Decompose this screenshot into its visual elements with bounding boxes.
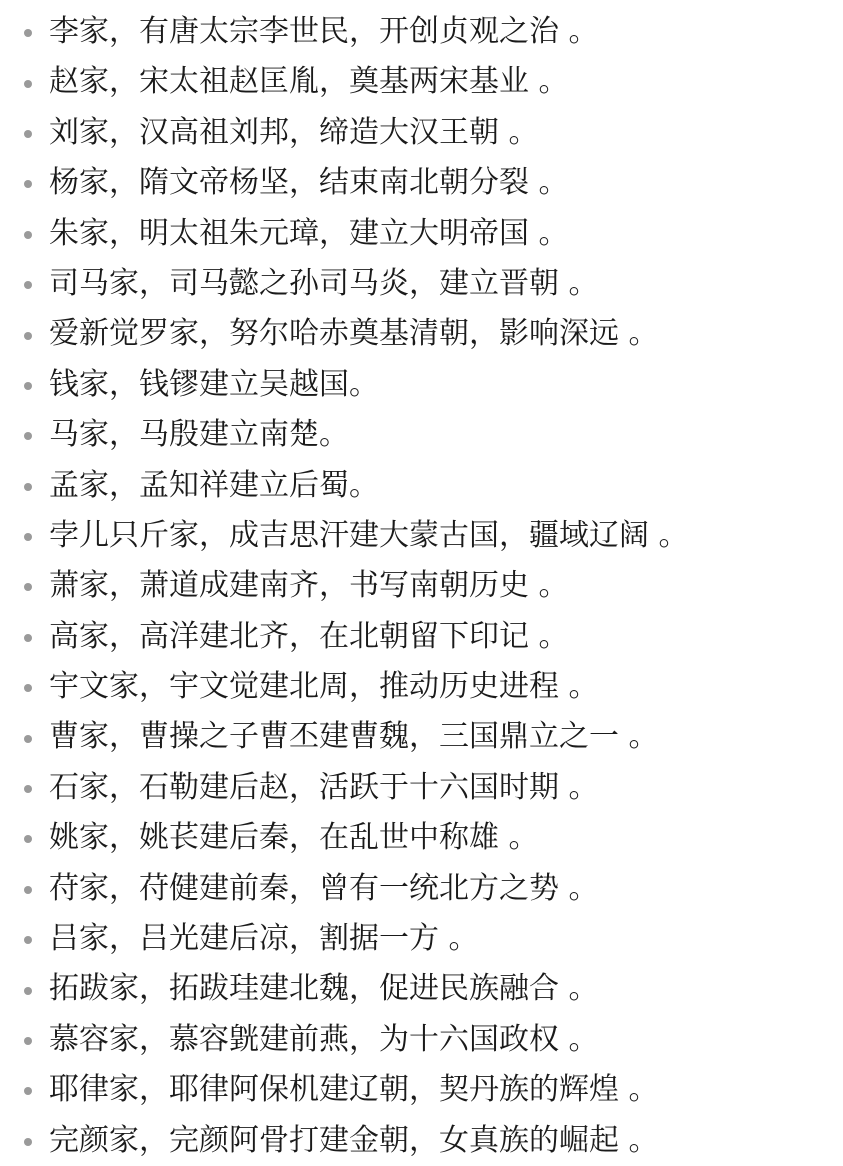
list-item (0, 410, 843, 460)
list-item-text: 高家，高洋建北齐，在北朝留下印记 。 (49, 618, 569, 654)
bullet-icon (24, 1037, 32, 1045)
list-item (0, 1116, 843, 1166)
bullet-icon (24, 886, 32, 894)
list-item (0, 209, 843, 259)
bullet-icon (24, 684, 32, 692)
list-item-text: 宇文家，宇文觉建北周，推动历史进程 。 (49, 669, 599, 705)
list-item (0, 813, 843, 863)
list-item-text: 朱家，明太祖朱元璋，建立大明帝国 。 (49, 215, 569, 251)
bullet-icon (24, 29, 32, 37)
list-item (0, 1015, 843, 1065)
dynasty-family-list (0, 7, 843, 1166)
bullet-icon (24, 533, 32, 541)
list-item (0, 1065, 843, 1115)
bullet-icon (24, 281, 32, 289)
list-item-text: 爱新觉罗家，努尔哈赤奠基清朝，影响深远 。 (49, 316, 659, 352)
bullet-icon (24, 936, 32, 944)
list-item (0, 763, 843, 813)
list-item-text: 慕容家，慕容皝建前燕，为十六国政权 。 (49, 1021, 599, 1057)
list-item-text: 钱家，钱镠建立吴越国。 (49, 366, 379, 402)
list-item (0, 360, 843, 410)
bullet-icon (24, 80, 32, 88)
list-item-text: 赵家，宋太祖赵匡胤，奠基两宋基业 。 (49, 64, 569, 100)
list-item (0, 662, 843, 712)
list-item (0, 612, 843, 662)
list-item (0, 309, 843, 359)
list-item-text: 刘家，汉高祖刘邦，缔造大汉王朝 。 (49, 114, 539, 150)
list-item (0, 259, 843, 309)
list-item-text: 萧家，萧道成建南齐，书写南朝历史 。 (49, 568, 569, 604)
list-item (0, 964, 843, 1014)
list-item (0, 158, 843, 208)
bullet-icon (24, 835, 32, 843)
list-item (0, 511, 843, 561)
list-item (0, 914, 843, 964)
list-item-text: 苻家，苻健建前秦，曾有一统北方之势 。 (49, 870, 599, 906)
bullet-icon (24, 583, 32, 591)
bullet-icon (24, 180, 32, 188)
bullet-icon (24, 483, 32, 491)
list-item (0, 461, 843, 511)
bullet-icon (24, 987, 32, 995)
list-item-text: 吕家，吕光建后凉，割据一方 。 (49, 921, 479, 957)
list-item (0, 57, 843, 107)
list-item-text: 完颜家，完颜阿骨打建金朝，女真族的崛起 。 (49, 1122, 659, 1158)
list-item-text: 孟家，孟知祥建立后蜀。 (49, 467, 379, 503)
bullet-icon (24, 432, 32, 440)
bullet-icon (24, 382, 32, 390)
bullet-icon (24, 634, 32, 642)
bullet-icon (24, 332, 32, 340)
list-item-text: 石家，石勒建后赵，活跃于十六国时期 。 (49, 769, 599, 805)
bullet-icon (24, 785, 32, 793)
bullet-icon (24, 130, 32, 138)
list-item-text: 拓跋家，拓跋珪建北魏，促进民族融合 。 (49, 971, 599, 1007)
list-item-text: 马家，马殷建立南楚。 (49, 417, 349, 453)
bullet-icon (24, 1138, 32, 1146)
list-item-text: 孛儿只斤家，成吉思汗建大蒙古国，疆域辽阔 。 (49, 517, 689, 553)
list-item-text: 司马家，司马懿之孙司马炎，建立晋朝 。 (49, 265, 599, 301)
bullet-icon (24, 735, 32, 743)
list-item-text: 李家，有唐太宗李世民，开创贞观之治 。 (49, 14, 599, 49)
list-item-text: 曹家，曹操之子曹丕建曹魏，三国鼎立之一 。 (49, 719, 659, 755)
bullet-icon (24, 231, 32, 239)
list-item (0, 864, 843, 914)
list-item (0, 561, 843, 611)
list-item (0, 108, 843, 158)
bullet-icon (24, 1087, 32, 1095)
list-item-text: 姚家，姚苌建后秦，在乱世中称雄 。 (49, 820, 539, 856)
list-item (0, 712, 843, 762)
list-item (0, 7, 843, 57)
list-item-text: 杨家，隋文帝杨坚，结束南北朝分裂 。 (49, 165, 569, 201)
list-item-text: 耶律家，耶律阿保机建辽朝，契丹族的辉煌 。 (49, 1072, 659, 1108)
